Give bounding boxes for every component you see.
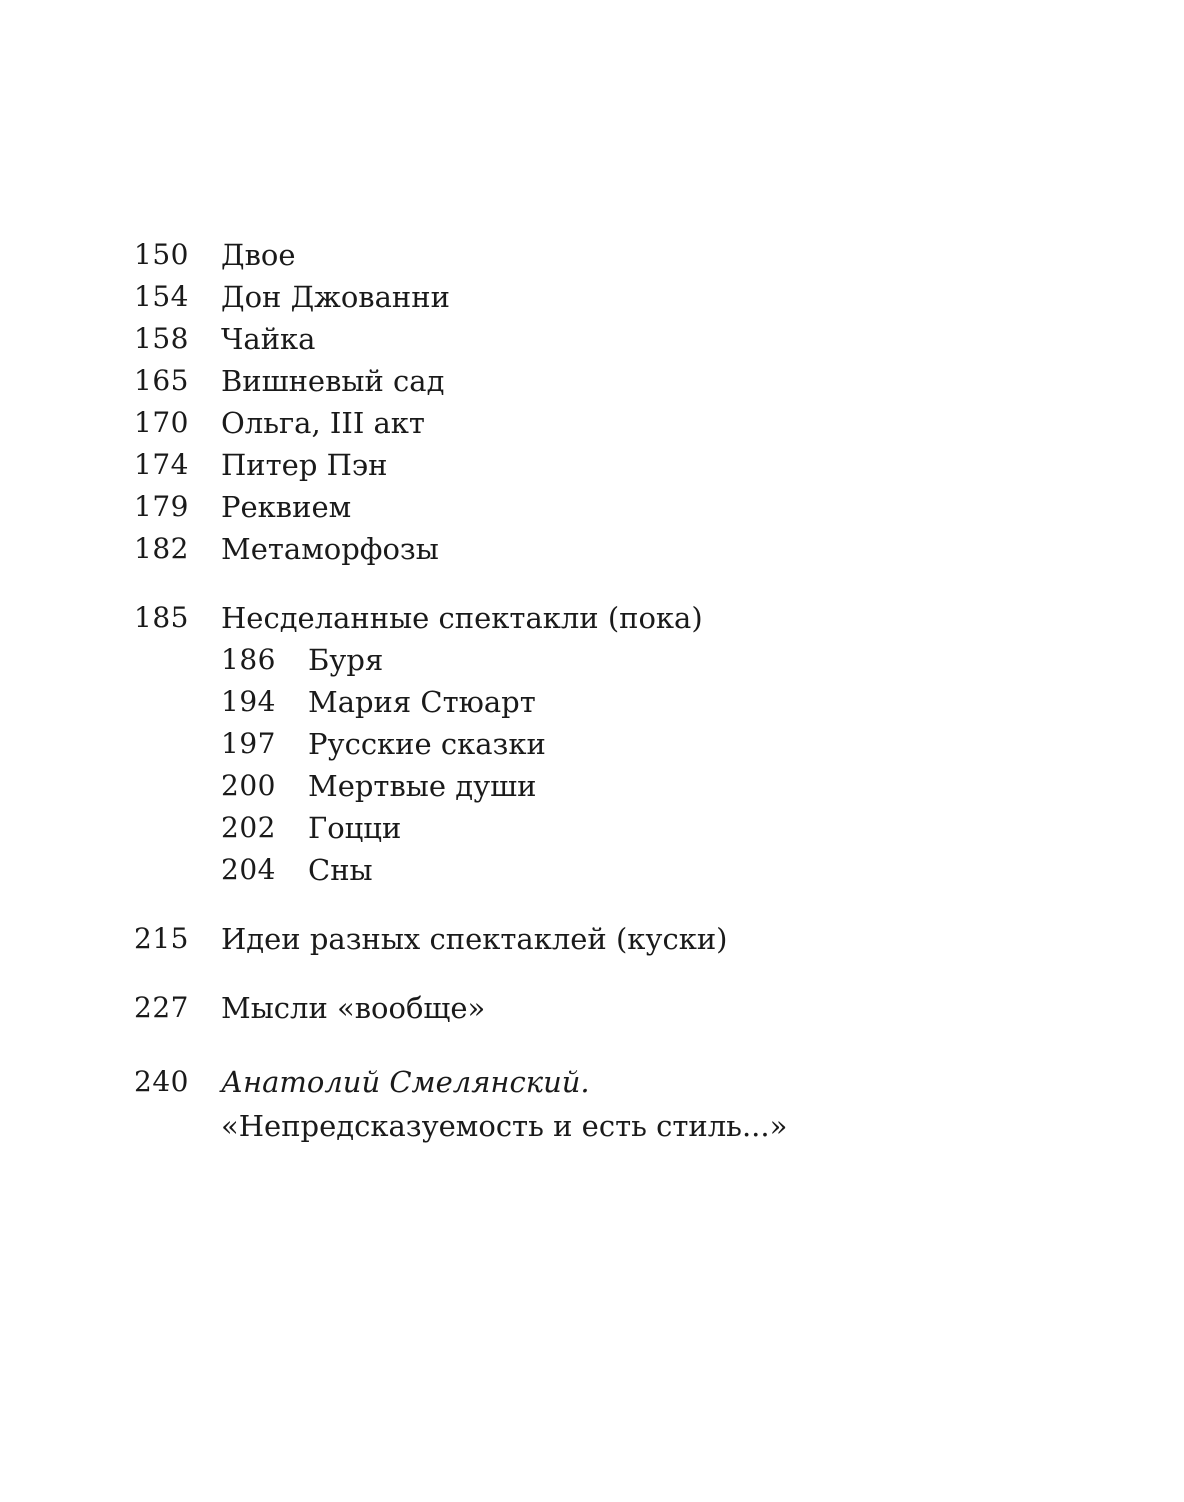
entry-title: Сны: [308, 853, 373, 887]
entry-title: Мария Стюарт: [308, 685, 536, 719]
page-number: 186: [221, 643, 276, 676]
page-number: 227: [134, 991, 189, 1024]
section-title: Мысли «вообще»: [221, 991, 486, 1025]
page-number: 202: [221, 811, 276, 844]
entry-title: Двое: [221, 238, 296, 272]
page-number: 170: [134, 406, 189, 439]
section-title: Идеи разных спектаклей (куски): [221, 922, 728, 956]
page-number: 215: [134, 922, 189, 955]
entry-title: Вишневый сад: [221, 364, 445, 398]
page-number: 158: [134, 322, 189, 355]
entry-title: Буря: [308, 643, 384, 677]
page-number: 154: [134, 280, 189, 313]
page-number: 150: [134, 238, 189, 271]
page-number: 179: [134, 490, 189, 523]
page-number: 165: [134, 364, 189, 397]
page-number: 185: [134, 601, 189, 634]
entry-title: Гоцци: [308, 811, 402, 845]
entry-title: Реквием: [221, 490, 352, 524]
entry-title: Питер Пэн: [221, 448, 388, 482]
page-number: 182: [134, 532, 189, 565]
page-number: 200: [221, 769, 276, 802]
entry-title: Ольга, III акт: [221, 406, 425, 440]
page-number: 194: [221, 685, 276, 718]
section-title: Несделанные спектакли (пока): [221, 601, 703, 635]
entry-title: Метаморфозы: [221, 532, 439, 566]
page-number: 197: [221, 727, 276, 760]
entry-title: Дон Джованни: [221, 280, 450, 314]
entry-title: Мертвые души: [308, 769, 537, 803]
entry-title: Русские сказки: [308, 727, 546, 761]
page-number: 174: [134, 448, 189, 481]
page-number: 240: [134, 1065, 189, 1098]
page-number: 204: [221, 853, 276, 886]
entry-title: Чайка: [221, 322, 316, 356]
afterword-author: Анатолий Смелянский.: [221, 1065, 590, 1099]
afterword-title: «Непредсказуемость и есть стиль...»: [221, 1109, 788, 1143]
